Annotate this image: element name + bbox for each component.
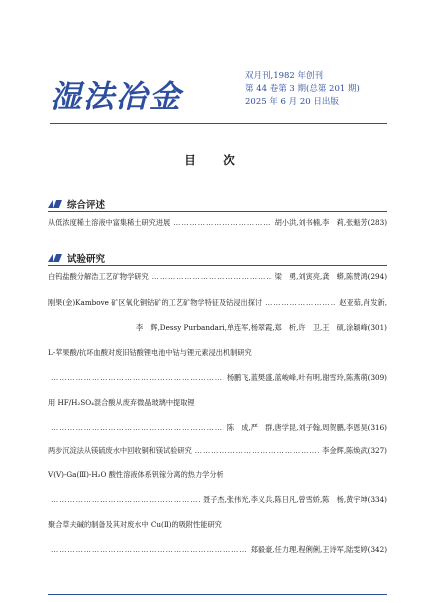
publication-info bbox=[245, 70, 385, 109]
footer-divider bbox=[48, 594, 387, 595]
article-title[interactable]: 用 HF/H₂SO₄混合酸从废弃微晶玻璃中提取锂 bbox=[48, 398, 195, 407]
section-label: 综合评述 bbox=[67, 200, 106, 211]
journal-logo bbox=[50, 76, 190, 118]
article-title[interactable]: L-苹果酸/抗坏血酸对废旧钴酸锂电池中钴与锂元素浸出机制研究 bbox=[48, 348, 252, 357]
section-header-review bbox=[48, 197, 105, 211]
publication-date: 2025 年 6 月 20 日出版 bbox=[245, 97, 339, 107]
section-divider bbox=[48, 265, 387, 266]
leader-dots bbox=[195, 446, 319, 456]
toc-entry[interactable] bbox=[48, 446, 387, 456]
header-divider bbox=[50, 123, 387, 124]
article-authors: 胡小洪,刘书楠,李 莉,张魁芳(283) bbox=[274, 218, 387, 227]
toc-entry[interactable] bbox=[48, 520, 387, 555]
article-authors: 李金辉,陈焕武(327) bbox=[322, 446, 387, 455]
leader-dots bbox=[152, 272, 272, 282]
toc-entry[interactable] bbox=[48, 218, 387, 228]
leader-dots bbox=[51, 495, 200, 505]
section-marker-icon bbox=[48, 253, 62, 263]
issue-number: 第 44 卷第 3 期(总第 201 期) bbox=[245, 84, 360, 94]
article-authors: 梁 勇,刘寅亮,龚 蟒,陈赞鸿(294) bbox=[274, 272, 387, 281]
toc-entry[interactable] bbox=[48, 398, 387, 433]
article-authors: 陈 成,严 群,唐学昆,刘子翰,周贺鹏,李恩昊(316) bbox=[226, 423, 387, 432]
leader-dots bbox=[51, 545, 248, 555]
article-authors: 赵亚茹,肖发新, bbox=[339, 298, 387, 307]
leader-dots bbox=[51, 423, 224, 433]
toc-entry[interactable] bbox=[48, 272, 387, 282]
section-divider bbox=[48, 211, 387, 212]
journal-logo-text: 湿法冶金 bbox=[50, 79, 182, 115]
article-authors: 聂子杰,张伟光,李义兵,陈日凡,曾雪娇,陈 杨,黄宇坤(334) bbox=[203, 495, 387, 504]
article-authors: 杨鹏飞,蓝樊盛,蓝峻峰,叶有明,谢雪玲,陈燕萌(309) bbox=[226, 373, 387, 382]
article-title[interactable]: 两步沉淀法从镁硫废水中回收铜和镁试验研究 bbox=[48, 446, 192, 455]
toc-entry[interactable] bbox=[48, 348, 387, 383]
article-title[interactable]: 聚合草夫碱的制备及其对废水中 Cu(Ⅱ)的吸附性能研究 bbox=[48, 520, 222, 529]
article-title[interactable]: 从低浓度稀土溶液中富集稀土研究进展 bbox=[48, 218, 171, 227]
section-header-research bbox=[48, 251, 105, 265]
article-authors: 郑毅豪,任力理,程俐俐,王诗军,陆雯婷(342) bbox=[250, 545, 387, 554]
leader-dots bbox=[51, 373, 224, 383]
section-label: 试验研究 bbox=[67, 254, 106, 265]
leader-dots bbox=[173, 218, 271, 228]
section-marker-icon bbox=[48, 199, 62, 209]
toc-entry[interactable] bbox=[48, 298, 387, 333]
article-title[interactable]: 刚果(金)Kambove 矿区氧化铜钴矿的工艺矿物学特征及钴浸出探讨 bbox=[48, 298, 263, 307]
article-authors-continued: 李 辉,Dessy Purbandari,单连军,杨翠霞,郑 析,许 卫,王 硕,涂颖峰(301) bbox=[135, 323, 387, 332]
toc-entry[interactable] bbox=[48, 470, 387, 505]
toc-title: 目 次 bbox=[184, 153, 243, 167]
leader-dots bbox=[265, 298, 336, 308]
article-title[interactable]: 白钨盐酸分解浩工艺矿物学研究 bbox=[48, 272, 149, 281]
article-title[interactable]: V(Ⅴ)-Ga(Ⅲ)-H₂O 酸性溶液体系钒镓分离的热力学分析 bbox=[48, 470, 224, 479]
publication-frequency: 双月刊,1982 年创刊 bbox=[245, 71, 324, 81]
